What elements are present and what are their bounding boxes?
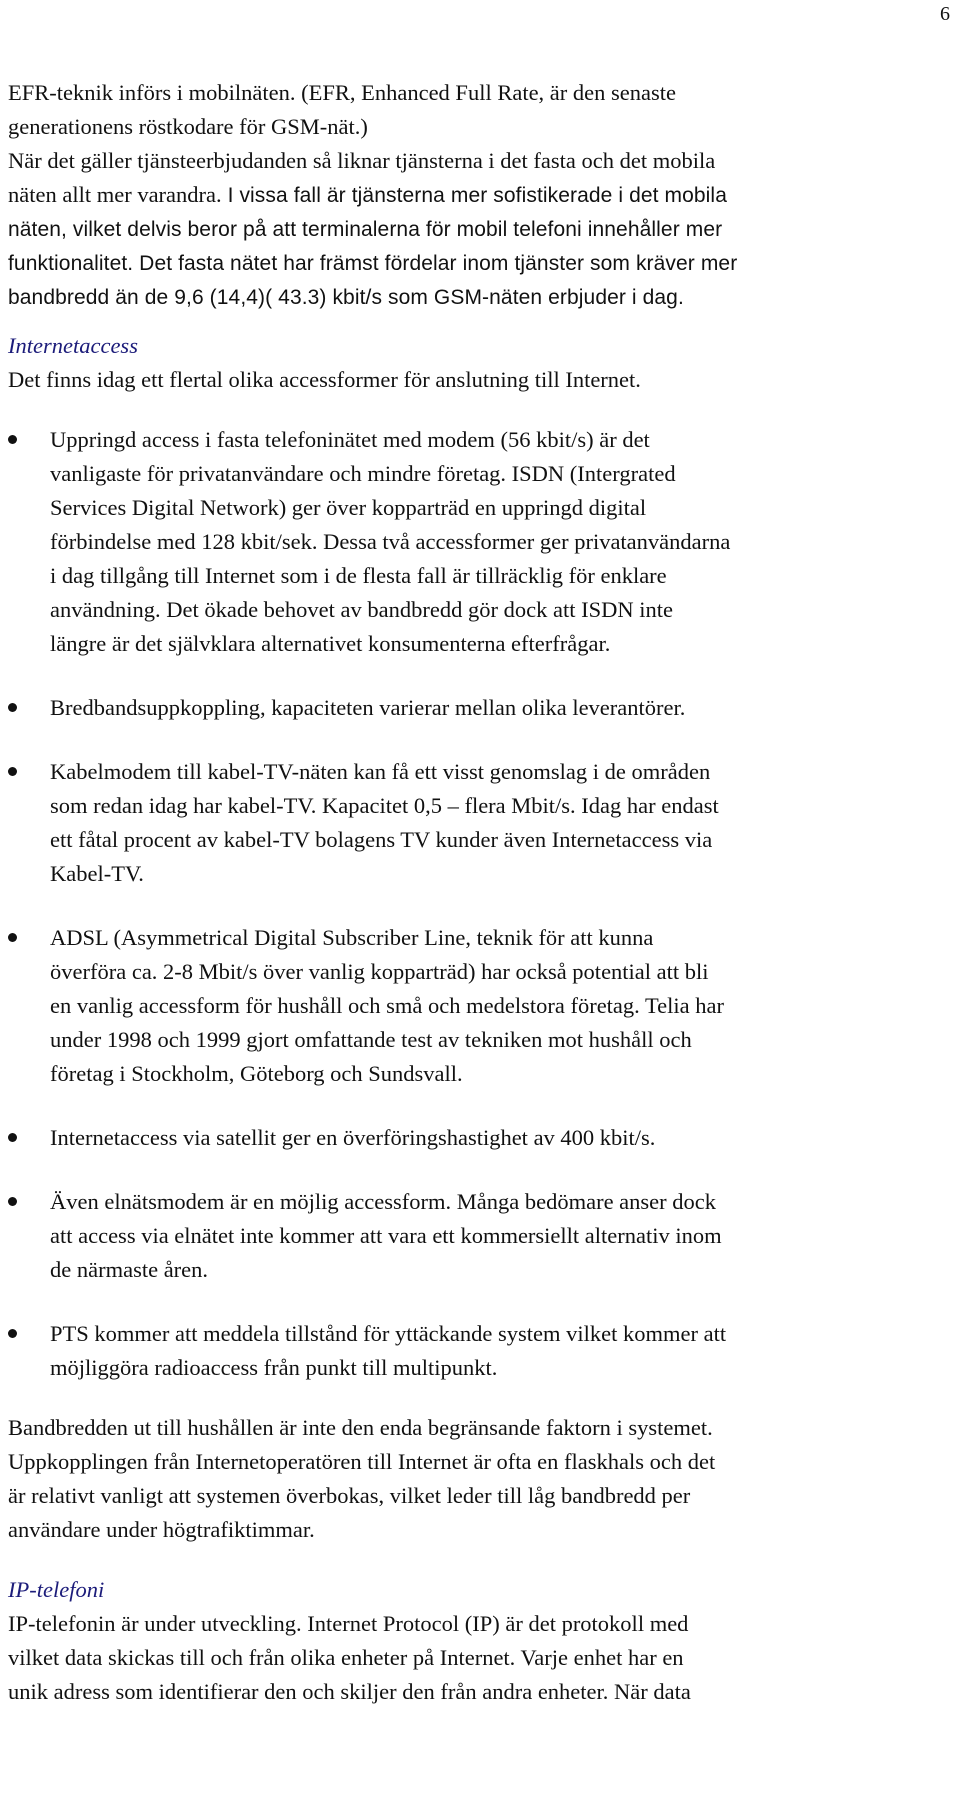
bullet-icon (8, 1329, 17, 1338)
bullet-item (8, 423, 943, 661)
section-heading-internetaccess: Internetaccess (8, 333, 138, 358)
bullet-icon (8, 767, 17, 776)
text-line: som redan idag har kabel-TV. Kapacitet 0,5 – flera Mbit/s. Idag har endast (50, 793, 719, 818)
text-line: företag i Stockholm, Göteborg och Sundsvall. (50, 1061, 463, 1086)
text-line: Kabel-TV. (50, 861, 144, 886)
text-line: funktionalitet. Det fasta nätet har främst fördelar inom tjänster som kräver mer (8, 252, 738, 275)
bandwidth-paragraph (8, 1411, 943, 1547)
text-line: användning. Det ökade behovet av bandbredd gör dock att ISDN inte (50, 597, 673, 622)
text-segment: näten allt mer varandra. (8, 182, 222, 207)
text-line: unik adress som identifierar den och skiljer den från andra enheter. När data (8, 1679, 691, 1704)
section-heading-ip-telefoni: IP-telefoni (8, 1577, 105, 1602)
page-number: 6 (940, 3, 950, 25)
text-line: EFR-teknik införs i mobilnäten. (EFR, Enhanced Full Rate, är den senaste (8, 80, 676, 105)
text-line: Bredbandsuppkoppling, kapaciteten varierar mellan olika leverantörer. (50, 695, 686, 720)
bullet-icon (8, 1133, 17, 1142)
text-line: Kabelmodem till kabel-TV-näten kan få ett visst genomslag i de områden (50, 759, 711, 784)
text-line: under 1998 och 1999 gjort omfattande test av tekniken mot hushåll och (50, 1027, 692, 1052)
text-line: ett fåtal procent av kabel-TV bolagens TV kunder även Internetaccess via (50, 827, 713, 852)
text-line: de närmaste åren. (50, 1257, 209, 1282)
text-line: Services Digital Network) ger över kopparträd en uppringd digital (50, 495, 647, 520)
text-line: en vanlig accessform för hushåll och små och medelstora företag. Telia har (50, 993, 725, 1018)
text-line: ADSL (Asymmetrical Digital Subscriber Line, teknik för att kunna (50, 925, 654, 950)
text-line: i dag tillgång till Internet som i de flesta fall är tillräcklig för enklare (50, 563, 667, 588)
bullet-item (8, 921, 943, 1091)
text-line: generationens röstkodare för GSM-nät.) (8, 114, 368, 139)
text-line: näten, vilket delvis beror på att terminalerna för mobil telefoni innehåller mer (8, 218, 723, 241)
bullet-icon (8, 1197, 17, 1206)
text-line: vanligaste för privatanvändare och mindre företag. ISDN (Intergrated (50, 461, 676, 486)
text-line: längre är det självklara alternativet konsumenterna efterfrågar. (50, 631, 611, 656)
text-line: överföra ca. 2-8 Mbit/s över vanlig kopparträd) har också potential att bli (50, 959, 709, 984)
text-line: möjliggöra radioaccess från punkt till multipunkt. (50, 1355, 498, 1380)
bullet-item (8, 1121, 943, 1155)
text-line: Även elnätsmodem är en möjlig accessform. Många bedömare anser dock (50, 1189, 717, 1214)
ip-paragraph (8, 1607, 943, 1709)
text-line: Uppringd access i fasta telefoninätet med modem (56 kbit/s) är det (50, 427, 650, 452)
text-line: förbindelse med 128 kbit/sek. Dessa två accessformer ger privatanvändarna (50, 529, 731, 554)
text-segment-sans: I vissa fall är tjänsterna mer sofistikerade i det mobila (221, 184, 727, 207)
bullet-item (8, 1317, 943, 1385)
text-line (8, 178, 943, 213)
text-line: IP-telefonin är under utveckling. Internet Protocol (IP) är det protokoll med (8, 1611, 689, 1636)
text-line: användare under högtrafiktimmar. (8, 1517, 315, 1542)
bullet-icon (8, 435, 17, 444)
text-line: Uppkopplingen från Internetoperatören till Internet är ofta en flaskhals och det (8, 1449, 716, 1474)
bullet-icon (8, 933, 17, 942)
bullet-list (8, 423, 943, 1385)
text-line: Internetaccess via satellit ger en överföringshastighet av 400 kbit/s. (50, 1125, 656, 1150)
text-line: bandbredd än de 9,6 (14,4)( 43.3) kbit/s som GSM-näten erbjuder i dag. (8, 286, 684, 309)
bullet-item (8, 691, 943, 725)
text-line: vilket data skickas till och från olika enheter på Internet. Varje enhet har en (8, 1645, 684, 1670)
text-line: När det gäller tjänsteerbjudanden så liknar tjänsterna i det fasta och det mobila (8, 148, 716, 173)
text-line: är relativt vanligt att systemen överbokas, vilket leder till låg bandbredd per (8, 1483, 691, 1508)
bullet-icon (8, 703, 17, 712)
bullet-item (8, 755, 943, 891)
intro-paragraph (8, 76, 943, 315)
text-line: att access via elnätet inte kommer att vara ett kommersiellt alternativ inom (50, 1223, 722, 1248)
text-line: PTS kommer att meddela tillstånd för yttäckande system vilket kommer att (50, 1321, 727, 1346)
bullet-item (8, 1185, 943, 1287)
document-body (8, 76, 943, 1709)
text-line: Bandbredden ut till hushållen är inte den enda begränsande faktorn i systemet. (8, 1415, 713, 1440)
text-line: Det finns idag ett flertal olika accessformer för anslutning till Internet. (8, 367, 641, 392)
